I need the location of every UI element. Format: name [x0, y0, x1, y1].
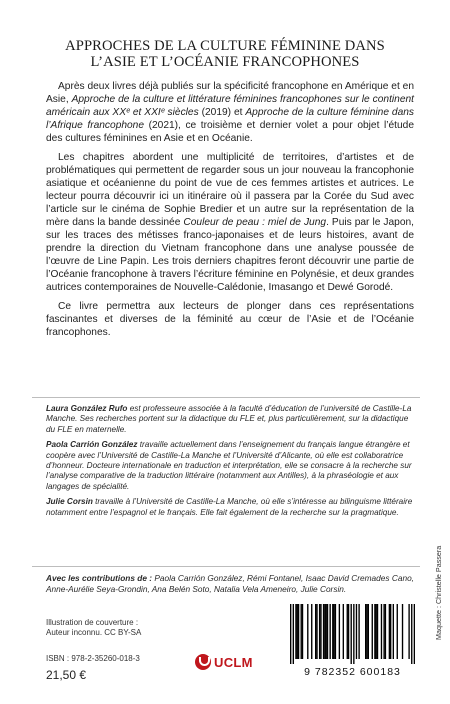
barcode-bar: [302, 604, 303, 659]
barcode-bar: [353, 604, 354, 664]
back-cover-title: [0, 38, 450, 70]
barcode-bar: [315, 604, 316, 659]
barcode-bar: [293, 604, 294, 664]
barcode-bar: [297, 604, 298, 659]
barcode-bar: [343, 604, 344, 659]
barcode-bar: [311, 604, 312, 659]
summary-text: [46, 80, 414, 345]
cover-credit: [46, 618, 141, 638]
barcode-bar: [332, 604, 333, 659]
barcode-number: 9 782352 600183: [304, 666, 401, 678]
text-run: est professeure associée à la faculté d’éducation de l’université de Castille-La Manche. Ses recherches portent sur la didactique du FLE et, plus particulièrement, sur la didactique du FLE en maternelle.: [46, 404, 412, 434]
barcode-bar: [295, 604, 296, 659]
author-bios: [46, 404, 416, 523]
text-run: Après deux livres déjà publiés sur la spécificité francophone en Amérique et en Asie,: [46, 81, 414, 105]
text-run: (2021), ce troisième et dernier volet a pour objet l’étude des cultures féminines en Asie et en Océanie.: [46, 120, 414, 144]
cover-credit-line-1: Illustration de couverture :: [46, 618, 139, 627]
text-run: Laura González Rufo: [46, 404, 128, 413]
barcode-bar: [383, 604, 384, 659]
text-run: Approche de la culture féminine dans l’Afrique francophone: [46, 107, 415, 131]
barcode-bar: [326, 604, 327, 659]
text-run: Ce livre permettra aux lecteurs de plonger dans ces représentations fascinantes et diverses de la féminité au cœur de l’Asie et de l’Océanie francophones.: [46, 301, 414, 338]
barcode-bar: [320, 604, 321, 659]
cover-credit-line-2: Auteur inconnu. CC BY-SA: [46, 628, 142, 637]
text-run: Paola Carrión González: [46, 440, 138, 450]
title-line-1: APPROCHES DE LA CULTURE FÉMININE DANS: [65, 38, 385, 54]
barcode-bar: [385, 604, 386, 659]
barcode-bar: [335, 604, 336, 659]
barcode-bar: [368, 604, 369, 659]
barcode-bar: [348, 604, 349, 659]
barcode-bar: [347, 604, 348, 659]
price: 21,50 €: [46, 668, 87, 682]
barcode-bar: [290, 604, 291, 664]
text-run: Les chapitres abordent une multiplicité de territoires, d’artistes et de problématiques qui permettent de regarder sous un jour nouveau la francophonie asiatique et océanienne du point de vue de ces femmes artistes et autrices. Le lecteur pourra découvrir ici un itinéraire où il passera par la Corée du Sud avec l’article sur le cinéma de Sophie Bredier et un autre sur la représentation de la mère dans la bande dessinée: [46, 152, 414, 228]
barcode-bar: [324, 604, 325, 659]
barcode-bar: [323, 604, 324, 659]
text-run: travaille actuellement dans l’enseignement du français langue étrangère et coopère avec l’Université de Castille-La Manche et l’Université d’Alicante, où elle est collaboratrice d’honneur. Docteure internationale en traduction et interprétation, elle se consacre à la recherche sur l’analyse comparative de la traduction littéraire (notamment aux Antilles), à la phraséologie et aux langages de spécialité.: [46, 440, 412, 491]
barcode-bar: [389, 604, 390, 659]
barcode-bar: [390, 604, 391, 659]
text-run: Paola Carrión González, Rémi Fontanel, Isaac David Cremades Cano, Anne-Aurélie Seya-Grondin, Ana Belén Soto, Natalia Vela Ameneiro, Julie Corsin.: [46, 573, 414, 594]
text-run: (2019) et: [198, 107, 246, 118]
text-run: Julie Corsin: [46, 497, 93, 507]
uclm-logo-text: UCLM: [214, 654, 253, 670]
barcode: [290, 604, 415, 678]
barcode-bar: [356, 604, 357, 659]
barcode-bar: [402, 604, 403, 659]
divider-bottom: [32, 566, 420, 567]
barcode-bar: [333, 604, 334, 659]
barcode-bar: [351, 604, 352, 664]
uclm-emblem-icon: [195, 654, 211, 670]
barcode-bar: [339, 604, 340, 659]
barcode-bar: [316, 604, 317, 659]
barcode-bar: [365, 604, 366, 659]
barcode-bar: [414, 604, 415, 664]
barcode-bar: [374, 604, 375, 659]
barcode-bar: [329, 604, 330, 659]
divider-top: [32, 397, 420, 398]
summary-paragraph-2: [46, 151, 414, 294]
isbn: ISBN : 978-2-35260-018-3: [46, 654, 140, 663]
bio-paola-carrion-gonzalez: [46, 440, 416, 492]
barcode-bar: [298, 604, 299, 659]
barcode-bar: [327, 604, 328, 659]
text-run: Approche de la culture et littérature féminines francophones sur le continent américain aux XXᵉ et XXIᵉ siècles: [46, 94, 414, 118]
uclm-logo: [195, 654, 253, 670]
barcode-bar: [377, 604, 378, 659]
barcode-bar: [358, 604, 359, 659]
barcode-bar: [366, 604, 367, 659]
barcode-bar: [319, 604, 320, 659]
text-run: . Puis par le Japon, sur les traces des métisses franco-japonaises et de leurs histoires, avant de prendre la direction du Vietnam francophone dans une analyse poussée de l’œuvre de Line Papin. Les trois derniers chapitres feront découvrir une partie de l’Océanie francophone à travers l’écriture féminine en Polynésie, et deux grandes autrices contemporaines de Nouvelle-Calédonie, Imasango et Dewé Gorodé.: [46, 217, 414, 293]
maquette-credit: Maquette : Christelle Passera: [434, 545, 443, 640]
text-run: Avec les contributions de :: [46, 573, 153, 583]
summary-paragraph-1: [46, 80, 414, 145]
barcode-bar: [372, 604, 373, 659]
barcode-bars: [290, 604, 415, 664]
barcode-bar: [411, 604, 412, 664]
summary-paragraph-3: [46, 300, 414, 339]
barcode-bar: [397, 604, 398, 659]
barcode-bar: [301, 604, 302, 659]
barcode-bar: [393, 604, 394, 659]
text-run: travaille à l’Université de Castille-La Manche, où elle s’intéresse au bilinguisme littéraire notamment entre l’espagnol et le français. Elle fait également de la recherche sur la pragmatique.: [46, 497, 413, 517]
barcode-bar: [408, 604, 409, 659]
bio-laura-gonzalez-rufo: [46, 404, 416, 435]
barcode-bar: [381, 604, 382, 659]
contributions: [46, 573, 416, 594]
title-line-2: L’ASIE ET L’OCÉANIE FRANCOPHONES: [90, 54, 360, 70]
barcode-bar: [307, 604, 308, 659]
bio-julie-corsin: [46, 497, 416, 518]
barcode-bar: [376, 604, 377, 659]
text-run: Couleur de peau : miel de Jung: [183, 217, 327, 228]
